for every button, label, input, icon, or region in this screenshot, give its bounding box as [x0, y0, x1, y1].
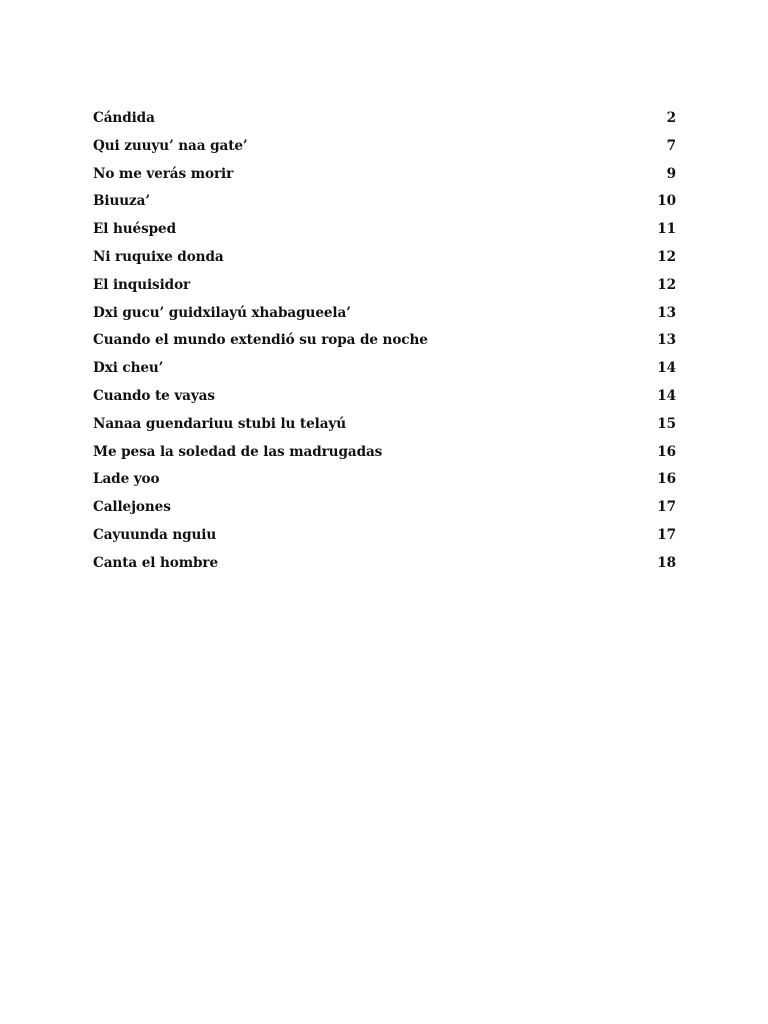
toc-entry-title: Cuando te vayas — [93, 387, 215, 404]
toc-entry-title: No me verás morir — [93, 165, 234, 182]
toc-entry-title: El inquisidor — [93, 276, 191, 293]
toc-entry — [93, 221, 676, 249]
toc-entry — [93, 527, 676, 555]
toc-entry-page: 16 — [657, 471, 676, 488]
toc-entry-page: 16 — [657, 443, 676, 460]
toc-entry-page: 11 — [657, 221, 676, 238]
toc-entry — [93, 499, 676, 527]
toc-entry-page: 17 — [657, 499, 676, 516]
toc-entry — [93, 471, 676, 499]
toc-entry-title: El huésped — [93, 221, 176, 238]
toc-entry — [93, 305, 676, 333]
toc-entry-title: Cuando el mundo extendió su ropa de noche — [93, 332, 428, 349]
toc-entry-page: 12 — [657, 248, 676, 265]
toc-entry-title: Cándida — [93, 110, 155, 126]
toc-entry — [93, 193, 676, 221]
toc-entry-page: 9 — [666, 165, 676, 182]
toc-entry-page: 12 — [657, 276, 676, 293]
toc-entry-title: Dxi cheu’ — [93, 360, 164, 377]
toc-entry — [93, 166, 676, 194]
toc-entry-title: Canta el hombre — [93, 554, 219, 571]
toc-entry-title: Cayuunda nguiu — [93, 526, 217, 543]
toc-entry-page: 10 — [657, 193, 676, 210]
toc-entry-title: Qui zuuyu’ naa gate’ — [93, 137, 248, 154]
toc-entry-page: 17 — [657, 526, 676, 543]
toc-entry — [93, 388, 676, 416]
toc-entry-title: Callejones — [93, 499, 171, 516]
toc-entry — [93, 555, 676, 583]
toc-entry-page: 14 — [657, 360, 676, 377]
toc-entry-title: Lade yoo — [93, 471, 160, 488]
toc-entry-title: Ni ruquixe donda — [93, 248, 224, 265]
toc-entry-title: Me pesa la soledad de las madrugadas — [93, 443, 383, 460]
toc-entry-page: 15 — [657, 415, 676, 432]
toc-entry — [93, 444, 676, 472]
toc-entry-page: 13 — [657, 304, 676, 321]
toc-entry — [93, 360, 676, 388]
table-of-contents — [93, 110, 676, 583]
toc-entry — [93, 138, 676, 166]
toc-entry — [93, 416, 676, 444]
toc-entry-title: Dxi gucu’ guidxilayú xhabagueela’ — [93, 304, 351, 321]
toc-entry — [93, 332, 676, 360]
toc-entry-page: 18 — [657, 554, 676, 571]
toc-entry-page: 13 — [657, 332, 676, 349]
toc-entry-page: 14 — [657, 387, 676, 404]
toc-entry-title: Biuuza’ — [93, 193, 150, 210]
toc-entry — [93, 110, 676, 138]
toc-entry — [93, 277, 676, 305]
toc-entry-page: 2 — [666, 110, 676, 126]
toc-entry-page: 7 — [666, 137, 676, 154]
toc-entry — [93, 249, 676, 277]
toc-entry-title: Nanaa guendariuu stubi lu telayú — [93, 415, 347, 432]
